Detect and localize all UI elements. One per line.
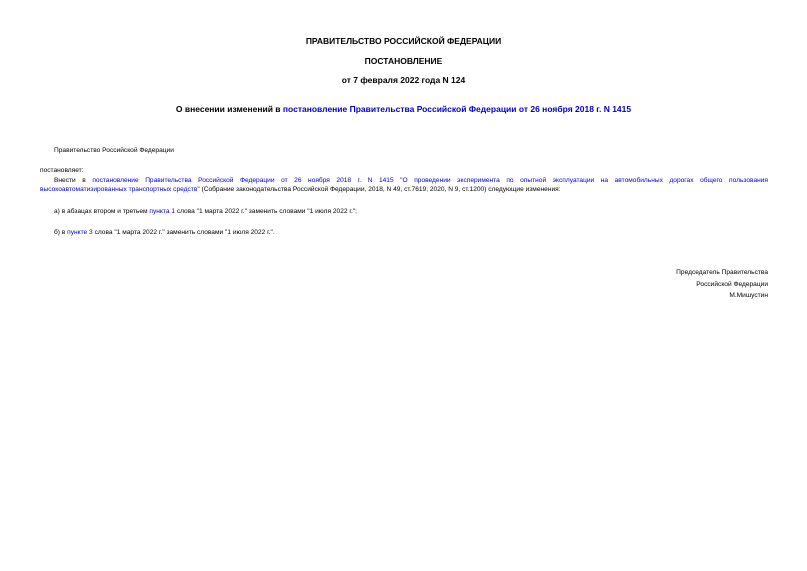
intro-paragraph-line-2	[40, 185, 768, 194]
resolves-text: постановляет:	[40, 167, 84, 174]
document-date-number: от 7 февраля 2022 года N 124	[341, 75, 466, 85]
item-a	[54, 207, 357, 216]
signature-position-line-2: Российской Федерации	[696, 281, 768, 288]
item-b-link-point-3[interactable]: пункте 3	[67, 229, 93, 236]
intro-prefix: Внести в	[54, 177, 93, 184]
intro-link-resolution-1415[interactable]: постановление Правительства Российской Федерации от 26 ноября 2018 г. N 1415	[92, 177, 394, 184]
intro-paragraph	[40, 176, 768, 194]
document-type: ПОСТАНОВЛЕНИЕ	[364, 56, 443, 66]
item-a-prefix: а) в абзацах втором и третьем	[54, 208, 150, 215]
intro-link-vehicles[interactable]: высокоавтоматизированных транспортных средств	[40, 186, 198, 193]
signature-name: М.Мишустин	[729, 292, 768, 299]
item-b-prefix: б) в	[54, 229, 68, 236]
title-prefix: О внесении изменений в	[175, 104, 283, 114]
document-title	[0, 104, 807, 114]
issuer-text: Правительство Российской Федерации	[54, 147, 174, 154]
intro-link-resolution-title[interactable]: "О проведении эксперимента по опытной эксплуатации на автомобильных дорогах общего пользования	[393, 177, 769, 184]
item-a-suffix: слова "1 марта 2022 г." заменить словами "1 июля 2022 г.";	[175, 208, 357, 215]
item-b-suffix: слова "1 марта 2022 г." заменить словами "1 июля 2022 г.".	[92, 229, 275, 236]
signature-position-line-1: Председатель Правительства	[676, 269, 768, 276]
title-link-resolution-1415[interactable]: постановление Правительства Российской Федерации от 26 ноября 2018 г. N 1415	[282, 104, 632, 114]
item-a-link-point-1[interactable]: пункта 1	[149, 208, 175, 215]
item-b	[54, 228, 275, 237]
intro-paragraph-line-1	[40, 176, 768, 185]
government-heading: ПРАВИТЕЛЬСТВО РОССИЙСКОЙ ФЕДЕРАЦИИ	[305, 36, 502, 46]
intro-tail: " (Собрание законодательства Российской Федерации, 2018, N 49, ст.7619; 2020, N 9, ст.1200) следующие изменения:	[197, 186, 561, 193]
